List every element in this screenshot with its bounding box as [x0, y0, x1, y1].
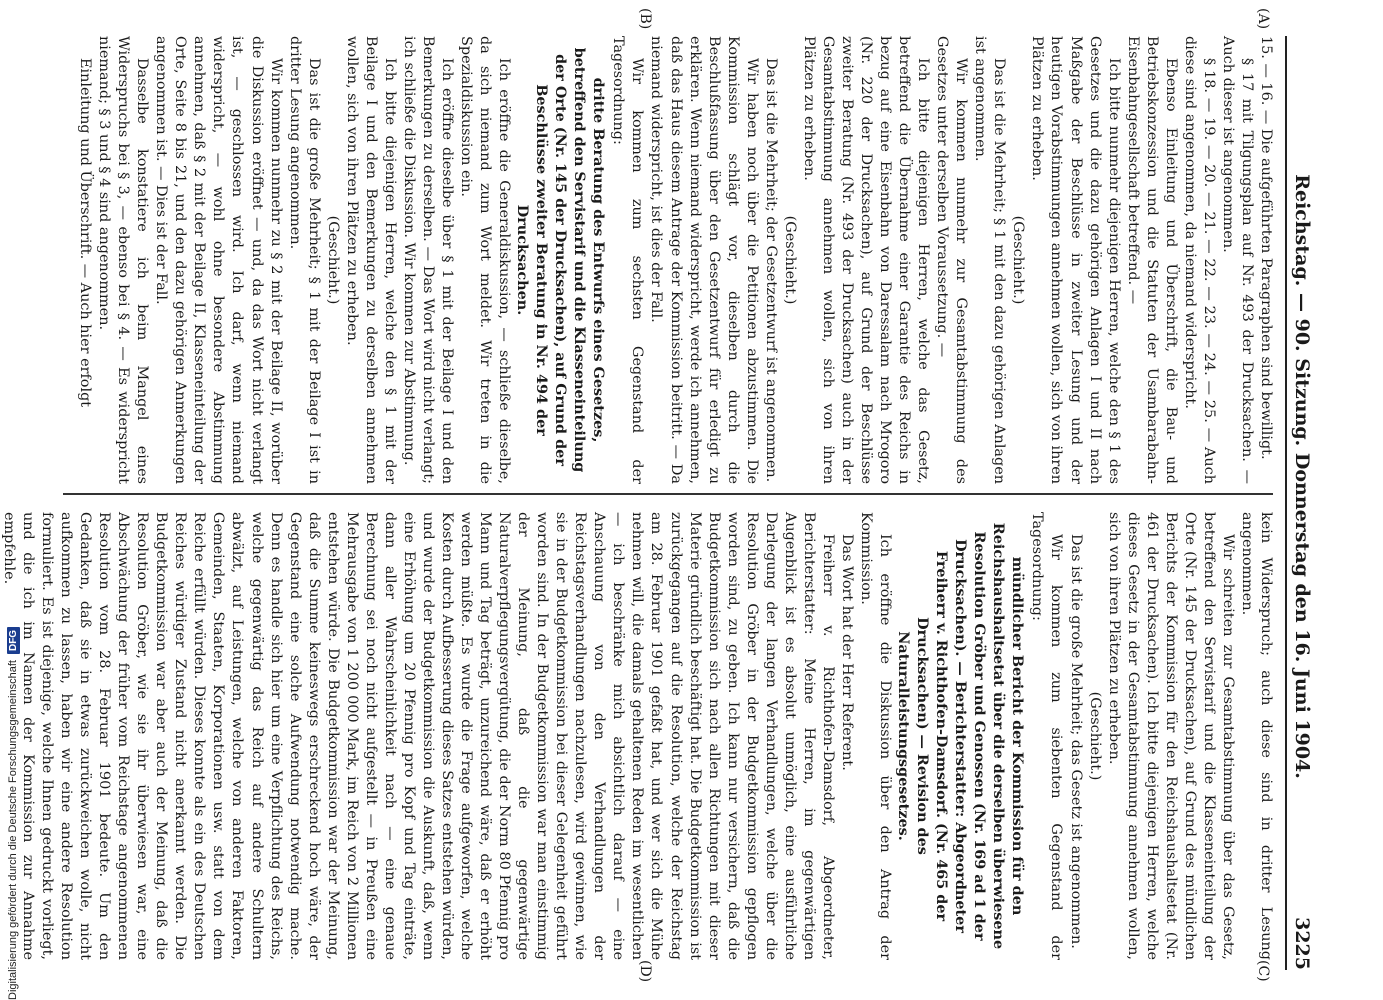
margin-marker-d: (D) — [637, 960, 653, 983]
paragraph: Wir haben noch über die Petitionen abzustimmen. Die Kommission schlägt vor, dieselben durch die Beschlußfassung über den Gesetzentwurf für erledigt zu erklären. Wenn niemand widerspricht, werde ich annehmen, daß das Haus diesem Antrage der Kommission beitritt. — Da niemand widerspricht, ist dies der Fall. — [648, 36, 760, 484]
stage-direction: (Geschieht.) — [324, 215, 341, 305]
paragraph: Ebenso Einleitung und Überschrift, die Bau- und Betriebskonzession und die Statuten der Usambarabahn-Eisenbahngesellschaft betreffend. — — [1124, 36, 1179, 484]
column-divider — [63, 493, 1273, 495]
paragraph: Das Wort hat der Herr Referent. — [838, 534, 855, 771]
paragraph: Ich bitte diejenigen Herren, welche den § 1 mit der Beilage I und den Bemerkungen zu derselben annehmen wollen, sich von ihren Plätzen zu erheben. — [343, 36, 398, 484]
dfg-logo: DFG — [7, 627, 20, 654]
paragraph: Das ist die große Mehrheit; das Gesetz ist angenommen. — [1067, 534, 1084, 949]
speech-paragraph: Freiherr v. Richthofen-Damsdorf, Abgeordneter, Berichterstatter: Meine Herren, im gegenwärtigen Augenblick ist es absolut unmöglich, eine ausführliche Darlegung der langen Verhandlungen, welche über die Resolution Gröber in der Budgetkommission gepflogen worden sind, zu geben. Ich kann nur versichern, daß die Budgetkommission sich nach allen Richtungen mit dieser Materie gründlich beschäftigt hat. Die Budgetkommission ist zurückgegangen auf die Resolution, welche der Reichstag am 28. Februar 1901 gefaßt hat, und wer sich die Mühe nehmen will, die damals gehaltenen Reden im wesentlichen — ich beschränke mich absichtlich darauf — eine Anschauung von den Verhandlungen der Reichstagsverhandlungen nachzulesen, wird gewinnen, wie sie in der Budgetkommission bei dieser Gelegenheit geführt worden sind. In der Budgetkommission war man einstimmig der Meinung, daß die gegenwärtige Naturalverpflegungsvergütung, die der Norm 80 Pfennig pro Mann und Tag beträgt, unzureichend wäre, daß er erhöht werden müßte. Es wurde die Frage aufgeworfen, welche Kosten durch Aufbesserung dieses Satzes entstehen würden, und wurde der Budgetkommission die Auskunft, daß, wenn eine Erhöhung um 20 Pfennig pro Kopf und Tag einträte, dann aller Wahrscheinlichkeit nach — eine genaue Berechnung sei noch nicht aufgestellt — in Preußen eine Mehrausgabe von 1 200 000 Mark, im Reich von 2 Millionen entstehen würde. Die Budgetkommission war der Meinung, daß die Summe keineswegs erschreckend hoch wäre, der Gegenstand eine solche Aufwendung notwendig mache. Denn es handle sich hier um eine Verpflichtung des Reichs, welche gegenwärtig das Reich auf andere Schultern abwälzt, auf Leistungen, welche von anderen Faktoren, Gemeinden, Staaten, Korporationen usw. statt von dem Reiche erfüllt würden. Dieses konnte als ein des Deutschen Reiches würdiger Zustand nicht anerkannt werden. Die Budgetkommission war aber auch der Meinung, daß die Resolution Gröber, wie sie ihr überwiesen war, eine Abschwächung der früher vom Reichstage angenommenen Resolution vom 28. Februar 1901 bedeute. Um den Gedanken, daß sie in etwas zurückweichen wolle, nicht aufkommen zu lassen, haben wir eine andere Resolution formuliert. Es ist diejenige, welche Ihnen gedruckt vorliegt, und die ich im Namen der Kommission zur Annahme empfehle. — [0, 512, 836, 960]
paragraph: Ich eröffne die Diskussion über den Antrag der Kommission. — [858, 512, 894, 960]
stage-direction: (Geschieht.) — [1086, 691, 1103, 781]
margin-marker-c: (C) — [1255, 960, 1271, 982]
agenda-item-heading: dritte Beratung des Entwurfs eines Gesetzes, betreffend den Servistarif und die Klasseneinteilung der Orte (Nr. 145 der Drucksachen), auf Grund der Beschlüsse zweiter Beratung in Nr. 494 der Drucksachen. — [514, 47, 608, 473]
paragraph: Dasselbe konstatiere ich beim Mangel eines Widerspruchs bei § 3, — ebenso bei § 4. — Es widerspricht niemand; § 3 und § 4 sind angenommen. — [96, 36, 151, 484]
paragraph: Wir kommen nunmehr zu § 2 mit der Beilage II, worüber die Diskussion eröffnet — und, da das Wort nicht verlangt ist, — geschlossen wird. Ich darf, wenn niemand widerspricht, — wohl ohne besondere Abstimmung annehmen, daß § 2 mit der Beilage II, Klasseneinteilung der Orte, Seite 8 bis 21, und den dazu gehörigen Anmerkungen angenommen ist. — Dies ist der Fall. — [153, 36, 284, 484]
paragraph: § 18. — 19. — 20. — 21. — 22. — 23. — 24. — 25. — Auch diese sind angenommen, da niemand widerspricht. — [1181, 36, 1217, 484]
paragraph: Das ist die große Mehrheit; § 1 mit der Beilage I ist in dritter Lesung angenommen. — [286, 36, 322, 484]
paragraph: Ich bitte nunmehr diejenigen Herren, welche den § 1 des Gesetzes und die dazu gehörigen Anlagen I und II nach Maßgabe der Beschlüsse in zweiter Lesung und der heutigen Vorabstimmungen annehmen wollen, sich von ihren Plätzen zu erheben. — [1029, 36, 1122, 484]
paragraph: Ich eröffne die Generaldiskussion, — schließe dieselbe, da sich niemand zum Wort meldet. Wir treten in die Spezialdiskussion ein. — [458, 36, 513, 484]
paragraph: Wir kommen zum sechsten Gegenstand der Tagesordnung: — [610, 36, 646, 484]
agenda-item-heading: mündlicher Bericht der Kommission für den Reichshaushaltsetat über die derselben überwiesene Resolution Gröber und Genossen (Nr. 169 ad 1 der Drucksachen). — Berichterstatter: Abgeordneter Freiherr v. Richthofen-Damsdorf. (Nr. 465 der Drucksachen) — Revision des Naturalleistungsgesetzes. — [895, 522, 1027, 950]
header-title: Reichstag. — 90. Sitzung. Donnerstag den 16. Juni 1904. — [1291, 174, 1313, 779]
paragraph: 15. — 16. — Die aufgeführten Paragraphen sind bewilligt. — [1258, 36, 1274, 460]
paragraph: Einleitung und Überschrift. — Auch hier erfolgt — [77, 58, 94, 408]
paragraph: Das ist die Mehrheit; der Gesetzentwurf ist angenommen. — [762, 58, 779, 483]
paragraph: § 17 mit Tilgungsplan auf Nr. 493 der Drucksachen. — Auch dieser ist angenommen. — [1219, 36, 1255, 484]
page-number: 3225 — [1291, 917, 1313, 970]
stage-direction: (Geschieht.) — [1010, 215, 1027, 305]
credit-text: Digitalisierung gefördert durch die Deutsche Forschungsgemeinschaft — [7, 660, 19, 1000]
stage-direction: (Geschieht.) — [781, 215, 798, 305]
paragraph: Ich bitte diejenigen Herren, welche das Gesetz, betreffend die Übernahme einer Garantie des Reichs in bezug auf eine Eisenbahn von Daressalam nach Mrogoro (Nr. 220 der Drucksachen), auf Grund der Beschlüsse zweiter Beratung (Nr. 493 der Drucksachen) auch in der Gesamtabstimmung annehmen wollen, sich von ihren Plätzen zu erheben. — [800, 36, 932, 484]
paragraph: Wir kommen zum siebenten Gegenstand der Tagesordnung: — [1029, 512, 1065, 960]
paragraph: Das ist die Mehrheit; § 1 mit den dazu gehörigen Anlagen ist angenommen. — [972, 36, 1008, 484]
paragraph: Wir kommen nunmehr zur Gesamtabstimmung des Gesetzes unter derselben Voraussetzung. — — [934, 36, 970, 484]
paragraph: Wir schreiten zur Gesamtabstimmung über das Gesetz, betreffend den Servistarif und die Klasseneinteilung der Orte (Nr. 145 der Drucksachen), auf Grund des mündlichen Berichts der Kommission für den Reichshaushaltsetat (Nr. 461 der Drucksachen). Ich bitte diejenigen Herren, welche dieses Gesetz in der Gesamtabstimmung annehmen wollen, sich von ihren Plätzen zu erheben. — [1105, 512, 1236, 960]
margin-marker-a: (A) — [1255, 8, 1271, 30]
margin-marker-b: (B) — [637, 8, 653, 30]
paragraph: kein Widerspruch; auch diese sind in dritter Lesung angenommen. — [1238, 512, 1274, 960]
paragraph: Ich eröffne dieselbe über § 1 mit der Beilage I und den Bemerkungen zu derselben. — Das Wort wird nicht verlangt; ich schließe die Diskussion. Wir kommen zur Abstimmung. — [400, 36, 455, 484]
left-column — [55, 36, 1275, 484]
digitization-credit — [0, 0, 26, 1000]
page-header — [1285, 36, 1325, 970]
footer-strip — [0, 0, 26, 1000]
